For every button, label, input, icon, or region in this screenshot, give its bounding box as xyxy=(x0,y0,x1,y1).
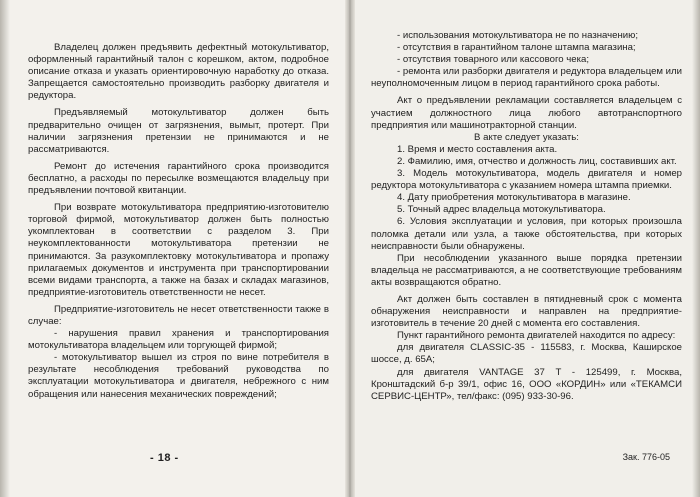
address-vantage-37: для двигателя VANTAGE 37 Т - 125499, г. Москва, Кронштадский б-р 39/1, офис 16, ООО «КОРДИН» или «ТЕКАМСИ СЕРВИС-ЦЕНТР», тел/факс: (095) 933-30-96. xyxy=(371,366,682,402)
list-item-storage-violation: - нарушения правил хранения и транспортирования мотокультиватора владельцем или торгующей фирмой; xyxy=(28,328,329,352)
address-classic-35: для двигателя CLASSIC-35 - 115583, г. Москва, Каширское шоссе, д. 65А; xyxy=(371,342,682,366)
act-item-4: 4. Дату приобретения мотокультиватора в магазине. xyxy=(397,192,631,204)
paragraph-procedure-violation: При несоблюдении указанного выше порядка претензии владельца не рассматриваются, а не соответствующие требованиям акты возвращаются обратно. xyxy=(371,252,682,288)
act-item-2: 2. Фамилию, имя, отчество и должность лиц, составивших акт. xyxy=(397,155,677,167)
right-page-edge xyxy=(692,0,700,497)
left-page-edge xyxy=(0,0,10,497)
paragraph-act-deadline: Акт должен быть составлен в пятидневный срок с момента обнаружения неисправности и направлен на предприятие-изготовитель в течение 20 дней с момента его составления. xyxy=(371,293,682,330)
paragraph-manufacturer-liability: Предприятие-изготовитель не несет ответственности также в случае: xyxy=(28,303,329,327)
left-page xyxy=(0,0,349,497)
paragraph-defective-submission: Владелец должен предъявить дефектный мотокультиватор, оформленный гарантийный талон с корешком, актом, подробное описание отказа и указать ориентировочную наработку до отказа. Запрещается самостоятельно производить разборку двигателя и редуктора. xyxy=(28,42,329,102)
list-item-unauthorized-repair: - ремонта или разборки двигателя и редуктора владельцем или неуполномоченным лицом в период гарантийного срока работы. xyxy=(371,66,682,90)
paragraph-cleaning-requirement: Предъявляемый мотокультиватор должен быть предварительно очищен от загрязнения, вымыт, протерт. При наличии загрязнения претензии не принимаются и не рассматриваются. xyxy=(28,107,329,155)
book-spine xyxy=(345,0,355,497)
paragraph-return-completeness: При возврате мотокультиватора предприятию-изготовителю торговой фирмой, мотокультиватор должен быть полностью укомплектован в соответствии с разделом 3. При неукомплектованности мотокультиватора претензии не принимаются. За разукомплектовку мотокультиватора и пропажу прилагаемых документов и инструмента при транспортировании всеми видами транспорта, а также на базах и складах магазинов, предприятие-изготовитель ответственности не несет. xyxy=(28,202,329,298)
list-item-no-stamp: - отсутствия в гарантийном талоне штампа магазина; xyxy=(397,42,636,54)
act-item-6: 6. Условия эксплуатации и условия, при которых произошла поломка детали или узла, а также обстоятельства, при которых неисправности были обнаружены. xyxy=(371,216,682,252)
page-number: - 18 - xyxy=(150,452,179,464)
order-number: Зак. 776-05 xyxy=(622,452,670,462)
paragraph-repair-point: Пункт гарантийного ремонта двигателей находится по адресу: xyxy=(397,330,676,342)
act-item-3: 3. Модель мотокультиватора, модель двигателя и номер редуктора мотокультиватора с указанием номера штампа приемки. xyxy=(371,168,682,192)
right-page xyxy=(351,0,700,497)
paragraph-free-repair: Ремонт до истечения гарантийного срока производится бесплатно, а расходы по пересылке возмещаются владельцу при предъявлении почтовой квитанции. xyxy=(28,160,329,197)
list-item-no-receipt: - отсутствия товарного или кассового чека; xyxy=(397,54,589,66)
act-item-5: 5. Точный адрес владельца мотокультиватора. xyxy=(397,204,606,216)
paragraph-act-contents-heading: В акте следует указать: xyxy=(474,131,579,143)
list-item-user-fault: - мотокультиватор вышел из строя по вине потребителя в результате несоблюдения требований руководства по эксплуатации мотокультиватора и двигателя, небрежного с ним обращения или нанесения механических повреждений; xyxy=(28,352,329,400)
list-item-misuse: - использования мотокультиватора не по назначению; xyxy=(397,30,638,41)
paragraph-claim-act: Акт о предъявлении рекламации составляется владельцем с участием должностного лица любого автотранспортного предприятия или машинотракторной станции. xyxy=(371,95,682,131)
act-item-1: 1. Время и место составления акта. xyxy=(397,143,558,155)
